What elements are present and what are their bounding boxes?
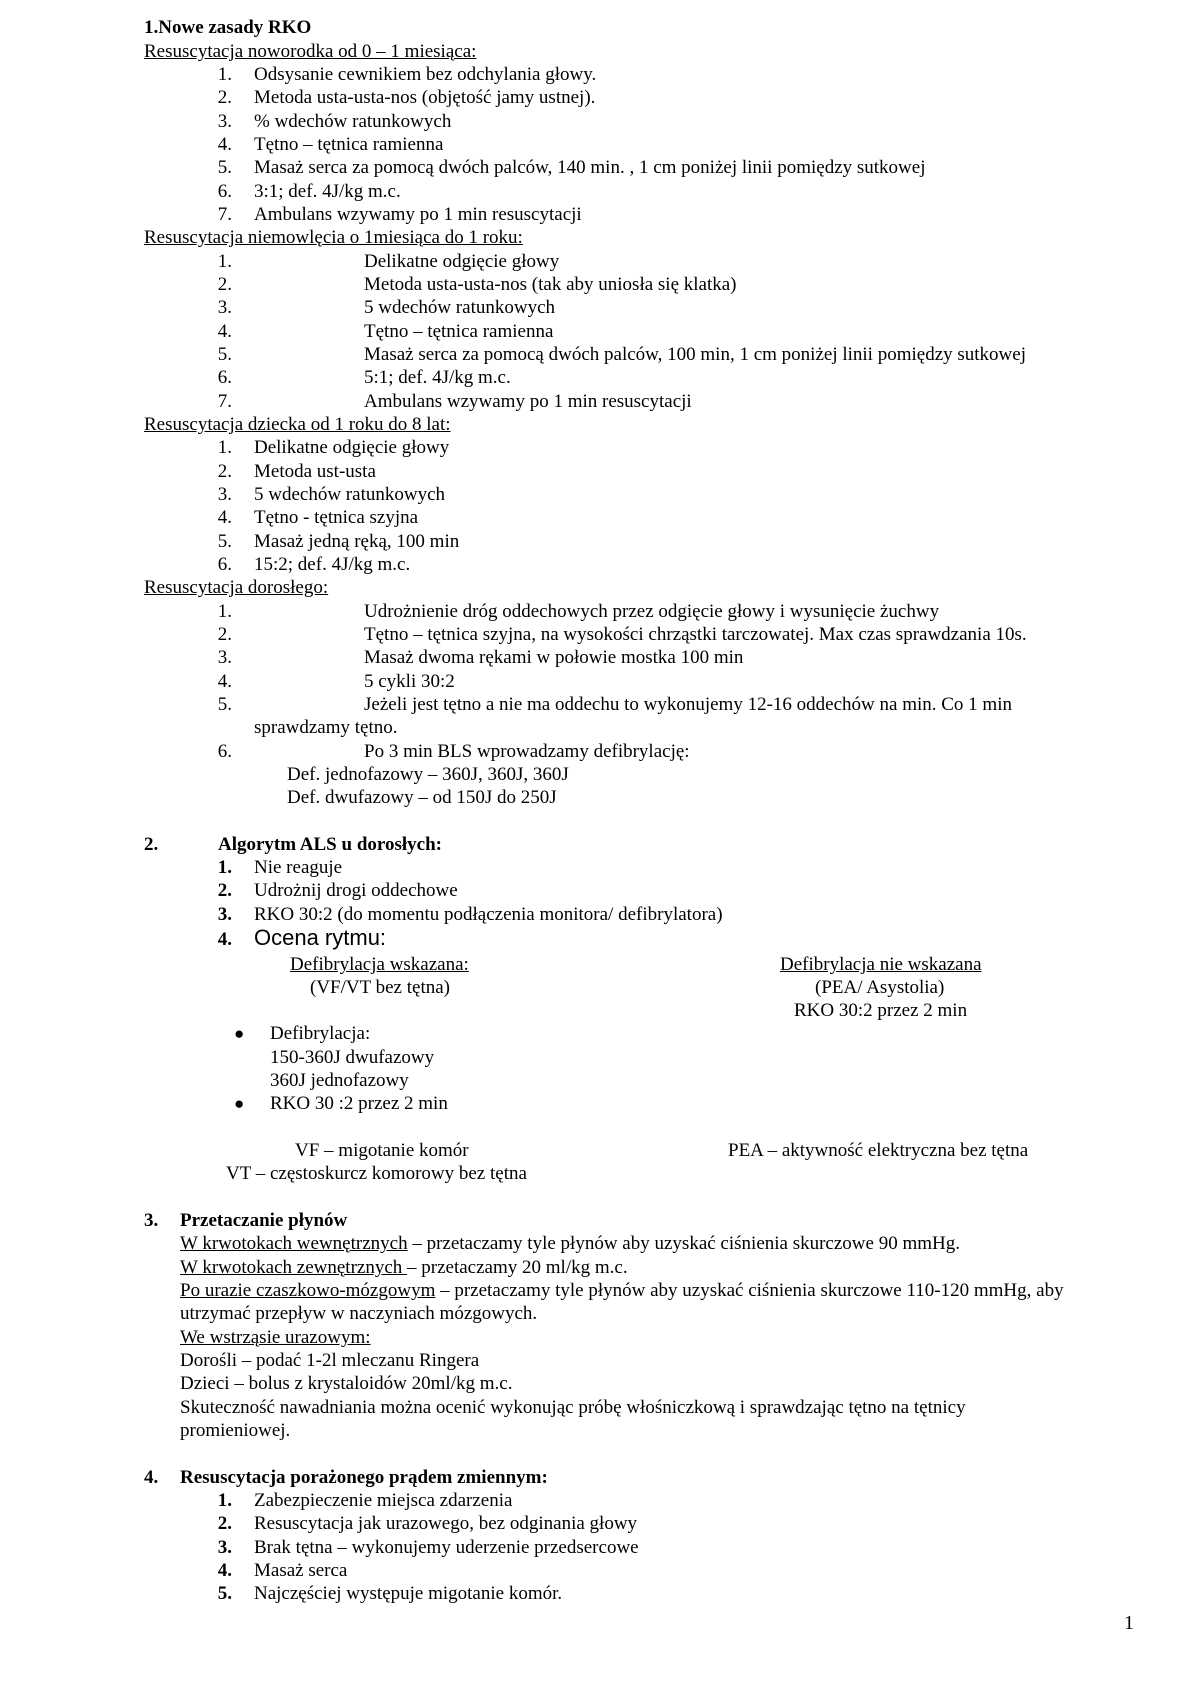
section-2-number: 2. (144, 834, 159, 855)
hydration-effectiveness: Skuteczność nawadniania można ocenić wykonując próbę włośniczkową i sprawdzając tętno na tętnicy (180, 1397, 966, 1418)
list-item: Delikatne odgięcie głowy (254, 437, 450, 458)
defib-not-indicated-heading: Defibrylacja nie wskazana (780, 954, 982, 975)
list-item: 5 cykli 30:2 (364, 671, 455, 692)
list-item: 5 wdechów ratunkowych (364, 297, 556, 318)
list-number: 6. (217, 741, 232, 762)
section-1-title: 1.Nowe zasady RKO (144, 17, 312, 38)
adult-heading: Resuscytacja dorosłego: (144, 577, 329, 598)
list-number: 6. (217, 367, 232, 388)
list-number: 4. (217, 134, 232, 155)
list-item: Resuscytacja jak urazowego, bez odginania głowy (254, 1513, 638, 1534)
list-item: Metoda usta-usta-nos (tak aby uniosła się klatka) (364, 274, 737, 295)
list-number: 4. (217, 507, 232, 528)
list-item: Nie reaguje (254, 857, 343, 878)
children-fluids: Dzieci – bolus z krystaloidów 20ml/kg m.c. (180, 1373, 513, 1394)
list-number: 5. (217, 157, 232, 178)
list-number: 2. (217, 880, 232, 901)
list-item: 5:1; def. 4J/kg m.c. (364, 367, 511, 388)
list-item: Najczęściej występuje migotanie komór. (254, 1583, 563, 1604)
external-bleeding-label: W krwotokach zewnętrznych (180, 1257, 408, 1278)
list-item: Ambulans wzywamy po 1 min resuscytacji (254, 204, 582, 225)
list-item: Ocena rytmu: (254, 925, 387, 950)
adults-fluids: Dorośli – podać 1-2l mleczanu Ringera (180, 1350, 480, 1371)
defib-not-indicated-sub: (PEA/ Asystolia) (815, 977, 945, 998)
section-2-title: Algorytm ALS u dorosłych: (218, 834, 442, 855)
list-number: 5. (217, 694, 232, 715)
defib-indicated-sub: (VF/VT bez tętna) (310, 977, 450, 998)
list-number: 6. (217, 554, 232, 575)
child-heading: Resuscytacja dziecka od 1 roku do 8 lat: (144, 414, 451, 435)
list-number: 1. (217, 857, 232, 878)
head-injury-continuation: utrzymać przepływ w naczyniach mózgowych. (180, 1303, 538, 1324)
list-number: 1. (217, 64, 232, 85)
external-bleeding-line (180, 1256, 628, 1279)
section-3-title: Przetaczanie płynów (180, 1210, 348, 1231)
head-injury-line (180, 1279, 1064, 1302)
list-number: 3. (217, 484, 232, 505)
list-item: Brak tętna – wykonujemy uderzenie przedsercowe (254, 1537, 639, 1558)
list-number: 4. (217, 671, 232, 692)
internal-bleeding-label: W krwotokach wewnętrznych (180, 1233, 408, 1254)
bullet-icon: ● (234, 1024, 245, 1043)
list-item: 15:2; def. 4J/kg m.c. (254, 554, 411, 575)
vf-definition: VF – migotanie komór (295, 1140, 469, 1161)
list-number: 3. (217, 1537, 232, 1558)
list-item: Ambulans wzywamy po 1 min resuscytacji (364, 391, 692, 412)
list-number: 3. (217, 111, 232, 132)
list-item: Tętno – tętnica szyjna, na wysokości chrząstki tarczowatej. Max czas sprawdzania 10s. (364, 624, 1027, 645)
section-3-number: 3. (144, 1210, 159, 1231)
defib-not-indicated-cpr: RKO 30:2 przez 2 min (794, 1000, 968, 1021)
list-item: Tętno – tętnica ramienna (364, 321, 554, 342)
list-number: 1. (217, 437, 232, 458)
head-injury-text: – przetaczamy tyle płynów aby uzyskać ciśnienia skurczowe 110-120 mmHg, aby (435, 1280, 1064, 1301)
list-item: % wdechów ratunkowych (254, 111, 452, 132)
list-number: 1. (217, 251, 232, 272)
list-number: 2. (217, 461, 232, 482)
def-biphasic: Def. dwufazowy – od 150J do 250J (287, 787, 557, 808)
list-item: Delikatne odgięcie głowy (364, 251, 560, 272)
internal-bleeding-text: – przetaczamy tyle płynów aby uzyskać ciśnienia skurczowe 90 mmHg. (407, 1233, 960, 1254)
internal-bleeding-line (180, 1232, 960, 1255)
list-number: 3. (217, 904, 232, 925)
bullet-cpr: RKO 30 :2 przez 2 min (270, 1093, 448, 1114)
list-item: RKO 30:2 (do momentu podłączenia monitora/ defibrylatora) (254, 904, 723, 925)
list-number: 4. (217, 929, 232, 950)
list-number: 1. (217, 1490, 232, 1511)
list-number: 4. (217, 1560, 232, 1581)
list-number: 5. (217, 531, 232, 552)
list-item-continuation: sprawdzamy tętno. (254, 717, 398, 738)
neonate-heading: Resuscytacja noworodka od 0 – 1 miesiąca: (144, 41, 477, 62)
section-4-title: Resuscytacja porażonego prądem zmiennym: (180, 1467, 548, 1488)
list-item: Odsysanie cewnikiem bez odchylania głowy. (254, 64, 597, 85)
list-number: 3. (217, 297, 232, 318)
list-number: 2. (217, 624, 232, 645)
pea-definition: PEA – aktywność elektryczna bez tętna (728, 1140, 1029, 1161)
section-4-number: 4. (144, 1467, 159, 1488)
list-item: Udrożnij drogi oddechowe (254, 880, 458, 901)
hydration-effectiveness-continuation: promieniowej. (180, 1420, 291, 1441)
list-item: Metoda ust-usta (254, 461, 376, 482)
list-item: 3:1; def. 4J/kg m.c. (254, 181, 401, 202)
list-item: Metoda usta-usta-nos (objętość jamy ustnej). (254, 87, 596, 108)
list-number: 5. (217, 344, 232, 365)
list-item: 5 wdechów ratunkowych (254, 484, 446, 505)
defib-indicated-heading: Defibrylacja wskazana: (290, 954, 469, 975)
list-item: Masaż dwoma rękami w połowie mostka 100 min (364, 647, 744, 668)
list-number: 1. (217, 601, 232, 622)
list-number: 7. (217, 204, 232, 225)
list-item: Masaż serca za pomocą dwóch palców, 100 min, 1 cm poniżej linii pomiędzy sutkowej (364, 344, 1026, 365)
list-item: Po 3 min BLS wprowadzamy defibrylację: (364, 741, 690, 762)
trauma-shock-label: We wstrząsie urazowym: (180, 1327, 371, 1348)
list-item: Zabezpieczenie miejsca zdarzenia (254, 1490, 513, 1511)
bullet-defibrillation-line2: 150-360J dwufazowy (270, 1047, 435, 1068)
list-number: 2. (217, 274, 232, 295)
list-item: Masaż serca (254, 1560, 348, 1581)
external-bleeding-text: – przetaczamy 20 ml/kg m.c. (407, 1257, 628, 1278)
list-number: 4. (217, 321, 232, 342)
list-number: 2. (217, 87, 232, 108)
list-item: Udrożnienie dróg oddechowych przez odgięcie głowy i wysunięcie żuchwy (364, 601, 940, 622)
list-item: Masaż jedną ręką, 100 min (254, 531, 460, 552)
list-number: 3. (217, 647, 232, 668)
list-item: Tętno – tętnica ramienna (254, 134, 444, 155)
infant-heading: Resuscytacja niemowlęcia o 1miesiąca do 1 roku: (144, 227, 523, 248)
list-item: Masaż serca za pomocą dwóch palców, 140 min. , 1 cm poniżej linii pomiędzy sutkowej (254, 157, 926, 178)
page-number: 1 (1124, 1612, 1134, 1634)
head-injury-label: Po urazie czaszkowo-mózgowym (180, 1280, 436, 1301)
list-number: 2. (217, 1513, 232, 1534)
list-number: 6. (217, 181, 232, 202)
vt-definition: VT – częstoskurcz komorowy bez tętna (226, 1163, 527, 1184)
bullet-defibrillation-line3: 360J jednofazowy (270, 1070, 409, 1091)
bullet-icon: ● (234, 1094, 245, 1113)
bullet-defibrillation: Defibrylacja: (270, 1023, 371, 1044)
list-number: 5. (217, 1583, 232, 1604)
list-item: Tętno - tętnica szyjna (254, 507, 419, 528)
list-item: Jeżeli jest tętno a nie ma oddechu to wykonujemy 12-16 oddechów na min. Co 1 min (364, 694, 1012, 715)
list-number: 7. (217, 391, 232, 412)
def-monophasic: Def. jednofazowy – 360J, 360J, 360J (287, 764, 569, 785)
